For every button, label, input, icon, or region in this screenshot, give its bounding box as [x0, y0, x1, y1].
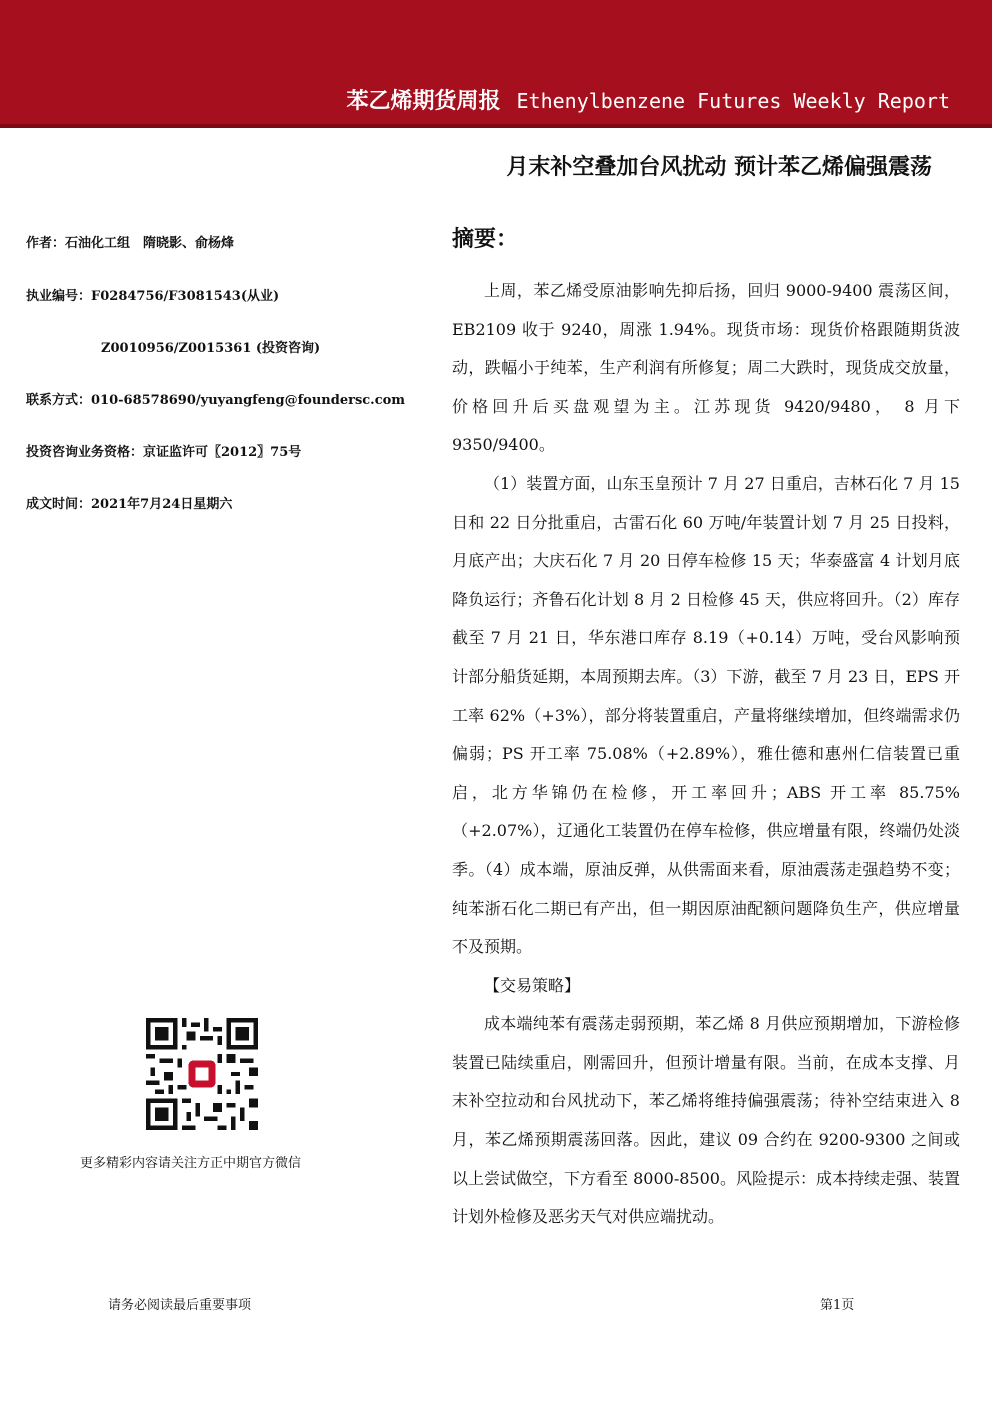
wechat-qr-code-icon: [146, 1018, 258, 1130]
footer-notice: 请务必阅读最后重要事项: [108, 1298, 252, 1313]
report-title-en: Ethenylbenzene Futures Weekly Report: [516, 89, 950, 113]
report-title: [347, 84, 951, 115]
date-line: 成文时间：2021年7月24日星期六: [26, 497, 233, 512]
summary-paragraph-fundamentals: （1）装置方面，山东玉皇预计 7 月 27 日重启，吉林石化 7 月 15 日和 22 日分批重启，古雷石化 60 万吨/年装置计划 7 月 25 日投料，月底产出；大庆石化 7 月 20 日停车检修 15 天；华泰盛富 4 计划月底降负运行；齐鲁石化计划 8 月 2 日检修 45 天，供应将回升。（2）库存截至 7 月 21 日，华东港口库存 8.19（+0.14）万吨，受台风影响预计部分船货延期，本周预期去库。（3）下游，截至 7 月 23 日，EPS 开工率 62%（+3%），部分将装置重启，产量将继续增加，但终端需求仍偏弱；PS 开工率 75.08%（+2.89%），雅仕德和惠州仁信装置已重启，北方华锦仍在检修，开工率回升；ABS 开工率 85.75%（+2.07%），辽通化工装置仍在停车检修，供应增量有限，终端仍处淡季。（4）成本端，原油反弹，从供需面来看，原油震荡走强趋势不变；纯苯浙石化二期已有产出，但一期因原油配额问题降负生产，供应增量不及预期。: [452, 473, 960, 957]
summary-heading: 摘要：: [452, 227, 519, 252]
license-line-2: Z0010956/Z0015361 (投资咨询): [101, 341, 321, 356]
author-line: 作者：石油化工组 隋晓影、俞杨烽: [26, 236, 235, 251]
summary-paragraph-strategy: 成本端纯苯有震荡走弱预期，苯乙烯 8 月供应预期增加，下游检修装置已陆续重启，刚需回升，但预计增量有限。当前，在成本支撑、月末补空拉动和台风扰动下，苯乙烯将维持偏强震荡；待补空结束进入 8 月，苯乙烯预期震荡回落。因此，建议 09 合约在 9200-9300 之间或以上尝试做空，下方看至 8000-8500。风险提示：成本持续走强、装置计划外检修及恶劣天气对供应端扰动。: [452, 1014, 960, 1227]
strategy-heading: 【交易策略】: [484, 975, 581, 995]
license-line-1: 执业编号：F0284756/F3081543(从业): [26, 289, 280, 304]
page-number: 第1页: [820, 1298, 855, 1313]
header-banner: [0, 0, 992, 124]
report-headline: 月末补空叠加台风扰动 预计苯乙烯偏强震荡: [506, 155, 932, 180]
qr-caption: 更多精彩内容请关注方正中期官方微信: [80, 1156, 302, 1171]
banner-divider: [0, 124, 992, 128]
report-title-cn: 苯乙烯期货周报: [346, 89, 501, 114]
summary-paragraph-market: 上周，苯乙烯受原油影响先抑后扬，回归 9000-9400 震荡区间， EB2109 收于 9240，周涨 1.94%。现货市场：现货价格跟随期货波动，跌幅小于纯苯，生产利润有所修复；周二大跌时，现货成交放量，价格回升后买盘观望为主。江苏现货 9420/9480， 8 月下 9350/9400。: [452, 281, 960, 455]
summary-body: [452, 272, 960, 1237]
qualification-line: 投资咨询业务资格：京证监许可〖2012〗75号: [26, 445, 302, 460]
contact-line: 联系方式：010-68578690/yuyangfeng@foundersc.com: [26, 393, 406, 408]
